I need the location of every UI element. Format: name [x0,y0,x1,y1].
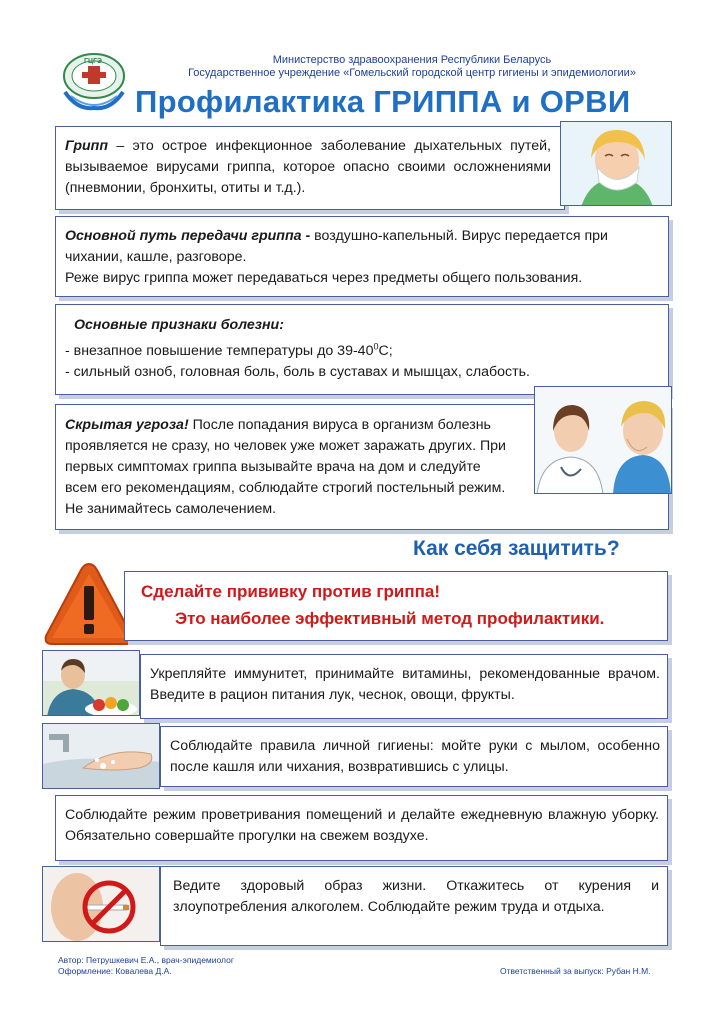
sneezing-woman-image [560,121,672,206]
vaccine-line-1: Сделайте прививку против гриппа! [141,582,441,601]
transmission-box [55,216,669,297]
vaccine-box [124,571,668,641]
hygiene-text: Соблюдайте правила личной гигиены: мойте руки с мылом, особенно после кашля или чихания, возвратившись с улицы. [170,738,660,775]
flu-definition-box [55,126,565,210]
logo-text: ГЦГЭ [84,58,103,65]
transmission-line-2: Реже вирус гриппа может передаваться через предметы общего пользования. [65,270,583,286]
threat-text: После попадания вируса в организм болезнь проявляется не сразу, но человек уже может заражать других. При первых симптомах гриппа вызывайте врача на дом и следуйте всем его рекомендациям, соблюдайте строгий постельный режим. Не занимайтесь самолечением. [65,417,506,517]
footer-author: Автор: Петрушкевич Е.А., врач-эпидемиолог [58,955,234,965]
ministry-header [0,54,724,80]
symptom-fever: - внезапное повышение температуры до $39-40^0С$; [65,341,393,359]
no-smoking-image [42,866,160,942]
vaccine-line-2: Это наиболее эффективный метод профилактики. [175,609,605,628]
hygiene-box [160,726,668,787]
transmission-term: Основной путь передачи гриппа - [65,228,311,244]
footer-credits [58,955,234,977]
ministry-line-1: Министерство здравоохранения Республики Беларусь [272,54,552,66]
symptom-chills: - сильный озноб, головная боль, боль в суставах и мышцах, слабость. [65,363,530,380]
symptoms-term: Основные признаки болезни: [74,317,284,333]
lifestyle-box [160,866,668,946]
protect-heading: Как себя защитить? [413,537,620,560]
immunity-box [140,654,668,719]
ministry-line-2: Государственное учреждение «Гомельский городской центр гигиены и эпидемиологии» [188,67,636,79]
eating-vegetables-image [42,650,140,716]
transmission-text: воздушно-капельный. Вирус передается при чихании, кашле, разговоре. [65,228,608,265]
footer-responsible: Ответственный за выпуск: Рубан Н.М. [500,966,651,976]
page-title: Профилактика ГРИППА и ОРВИ [135,84,631,119]
flu-text: – это острое инфекционное заболевание дыхательных путей, вызываемое вирусами гриппа, которое опасно своими осложнениями (пневмонии, бронхиты, отиты и т.д.). [65,138,551,196]
ventilation-box [55,795,668,861]
symptoms-box [55,304,669,395]
footer-design: Оформление: Ковалева Д.А. [58,966,172,976]
lifestyle-text: Ведите здоровый образ жизни. Откажитесь от курения и злоупотребления алкоголем. Соблюдайте режим труда и отдыха. [173,878,659,915]
threat-term: Скрытая угроза! [65,417,189,433]
flu-term: Грипп [65,138,109,154]
ventilation-text: Соблюдайте режим проветривания помещений и делайте ежедневную влажную уборку. Обязательно совершайте прогулки на свежем воздухе. [65,807,659,844]
hand-washing-image [42,723,160,789]
warning-triangle-icon [42,560,136,648]
doctor-patient-image [534,386,672,494]
immunity-text: Укрепляйте иммунитет, принимайте витамины, рекомендованные врачом. Введите в рацион питания лук, чеснок, овощи, фрукты. [150,666,660,703]
